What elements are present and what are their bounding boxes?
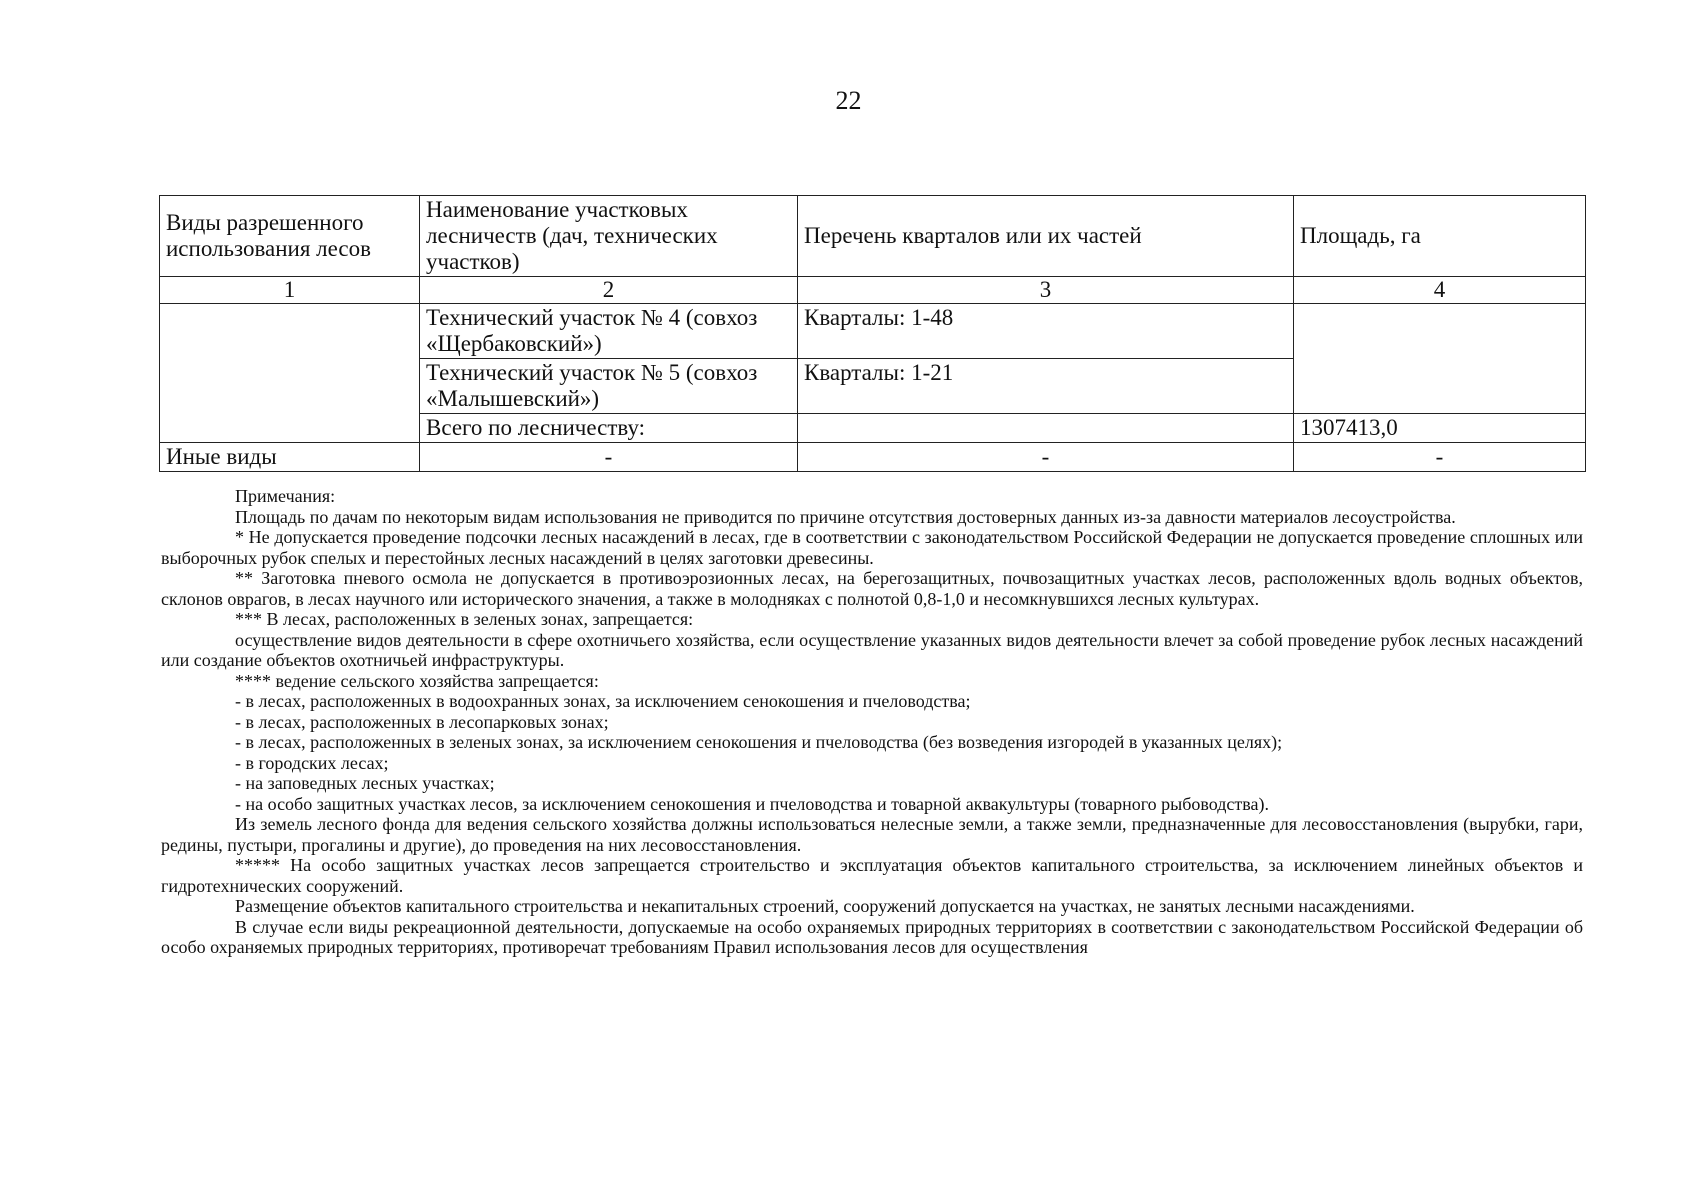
table-cell [798,414,1294,443]
table-cell: Кварталы: 1-21 [798,359,1294,414]
table-cell: Иные виды [160,443,420,472]
note-paragraph: Размещение объектов капитального строительства и некапитальных строений, сооружений допускается на участках, не занятых лесными насаждениями. [235,896,1415,916]
table-cell: 1307413,0 [1294,414,1586,443]
header-cell: Виды разрешенного использования лесов [160,196,420,277]
table-cell: Технический участок № 4 (совхоз «Щербаковский») [420,304,798,359]
note-paragraph: ***** На особо защитных участках лесов запрещается строительство и эксплуатация объектов капитального строительства, за исключением линейных объектов и гидротехнических сооружений. [161,855,1583,896]
forest-use-table [159,195,1586,472]
note-paragraph: осуществление видов деятельности в сфере охотничьего хозяйства, если осуществление указанных видов деятельности влечет за собой проведение рубок лесных насаждений или создание объектов охотничьей инфраструктуры. [161,629,1583,670]
table-cell: Технический участок № 5 (совхоз «Малышевский») [420,359,798,414]
table-cell: Кварталы: 1-48 [798,304,1294,359]
list-item: - на заповедных лесных участках; [235,773,495,793]
note-paragraph: * Не допускается проведение подсочки лесных насаждений в лесах, где в соответствии с законодательством Российской Федерации не допускается проведение сплошных или выборочных рубок спелых и перестойных лесных насаждений в целях заготовки древесины. [161,527,1583,568]
column-number: 2 [420,277,798,304]
column-number: 3 [798,277,1294,304]
notes-title: Примечания: [235,486,336,506]
table-cell: - [420,443,798,472]
table-row [160,304,1586,359]
header-cell: Площадь, га [1294,196,1586,277]
note-paragraph: В случае если виды рекреационной деятельности, допускаемые на особо охраняемых природных территориях в соответствии с законодательством Российской Федерации об особо охраняемых природных территориях, противоречат требованиям Правил использования лесов для осуществления [161,916,1583,957]
page-number: 22 [835,86,862,115]
notes-section [161,486,1583,958]
note-paragraph: *** В лесах, расположенных в зеленых зонах, запрещается: [235,609,694,629]
table-header-row [160,196,1586,277]
table-row [160,443,1586,472]
header-cell: Наименование участковых лесничеств (дач, технических участков) [420,196,798,277]
list-item: - в городских лесах; [235,752,389,773]
header-cell: Перечень кварталов или их частей [798,196,1294,277]
table-cell [1294,304,1586,414]
list-item: - на особо защитных участках лесов, за исключением сенокошения и пчеловодства и товарной аквакультуры (товарного рыбоводства). [235,793,1270,814]
table-cell [160,304,420,443]
note-paragraph: Из земель лесного фонда для ведения сельского хозяйства должны использоваться нелесные земли, а также земли, предназначенные для лесовосстановления (вырубки, гари, редины, пустыри, прогалины и другие), до проведения на них лесовосстановления. [161,814,1583,855]
list-item: - в лесах, расположенных в лесопарковых зонах; [235,711,609,732]
table-cell: Всего по лесничеству: [420,414,798,443]
column-number: 4 [1294,277,1586,304]
column-number: 1 [160,277,420,304]
note-paragraph: ** Заготовка пневого осмола не допускается в противоэрозионных лесах, на берегозащитных, почвозащитных участках лесов, расположенных вдоль водных объектов, склонов оврагов, в лесах научного или исторического значения, а также в молодняках с полнотой 0,8-1,0 и несомкнувшихся лесных культурах. [161,568,1583,609]
restriction-list [161,691,1583,814]
note-paragraph: **** ведение сельского хозяйства запрещается: [235,670,599,691]
table-cell: - [1294,443,1586,472]
table-cell: - [798,443,1294,472]
note-paragraph: Площадь по дачам по некоторым видам использования не приводится по причине отсутствия достоверных данных из-за давности материалов лесоустройства. [235,506,1456,527]
column-number-row [160,277,1586,304]
list-item: - в лесах, расположенных в зеленых зонах, за исключением сенокошения и пчеловодства (без возведения изгородей в указанных целях); [235,732,1283,752]
list-item: - в лесах, расположенных в водоохранных зонах, за исключением сенокошения и пчеловодства; [235,691,971,711]
